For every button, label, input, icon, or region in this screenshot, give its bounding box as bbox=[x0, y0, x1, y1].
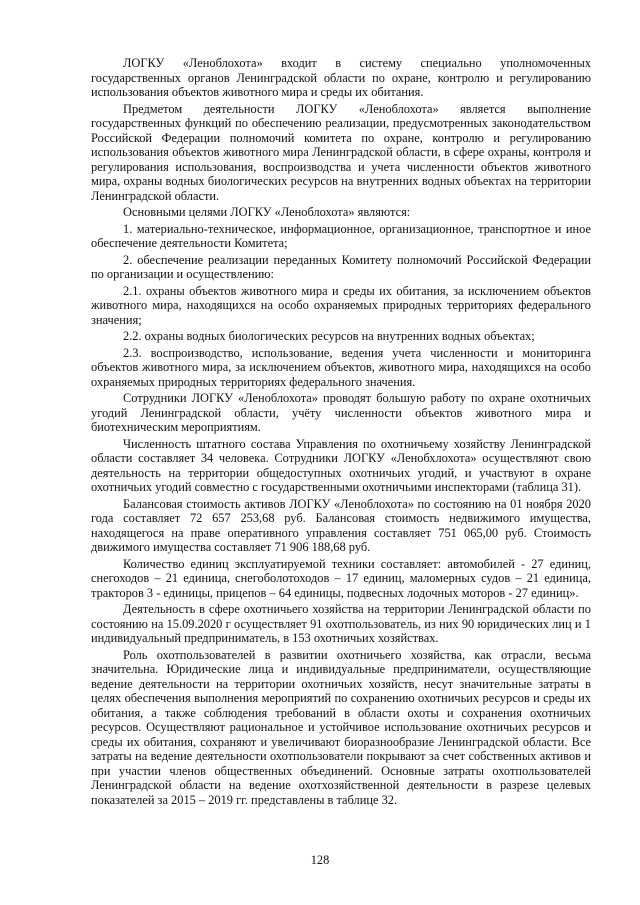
paragraph-equipment: Количество единиц эксплуатируемой техники составляет: автомобилей - 27 единиц, снегоходов – 21 единица, снегоболотоходов – 17 единиц, маломерных судов – 21 единица, тракторов 3 - единицы, прицепов – 64 единицы, подвесных лодочных моторов - 27 единиц». bbox=[91, 556, 591, 600]
document-body bbox=[91, 56, 591, 809]
paragraph-goals-heading: Основными целями ЛОГКУ «Леноблохота» являются: bbox=[123, 205, 411, 219]
paragraph-goal-2-2: 2.2. охраны водных биологических ресурсов на внутренних водных объектах; bbox=[123, 329, 535, 343]
paragraph-goal-2-3: 2.3. воспроизводство, использование, ведения учета численности и мониторинга объектов животного мира, за исключением объектов, животного мира, находящихся на особо охраняемых природных территориях федерального значения. bbox=[91, 345, 591, 389]
page-number: 128 bbox=[310, 853, 330, 867]
paragraph-staff-count: Численность штатного состава Управления по охотничьему хозяйству Ленинградской области составляет 34 человека. Сотрудники ЛОГКУ «Ленобхлохота» осуществляют свою деятельность на территории общедоступных охотничьих угодий, и участвуют в охране охотничьих угодий совместно с государственными охотничьими инспекторами (таблица 31). bbox=[91, 436, 591, 494]
paragraph-goal-1: 1. материально-техническое, информационное, организационное, транспортное и иное обеспечение деятельности Комитета; bbox=[91, 221, 591, 250]
paragraph-intro: ЛОГКУ «Леноблохота» входит в систему специально уполномоченных государственных органов Ленинградской области по охране, контролю и регулированию использования объектов животного мира и среды их обитания. bbox=[91, 56, 591, 99]
paragraph-goal-2: 2. обеспечение реализации переданных Комитету полномочий Российской Федерации по организации и осуществлению: bbox=[91, 252, 591, 281]
paragraph-goal-2-1: 2.1. охраны объектов животного мира и среды их обитания, за исключением объектов животного мира, находящихся на особо охраняемых природных территориях федерального значения; bbox=[91, 283, 591, 327]
paragraph-staff-work: Сотрудники ЛОГКУ «Леноблохота» проводят большую работу по охране охотничьих угодий Ленинградской области, учёту численности объектов животного мира и биотехническим мероприятиям. bbox=[91, 391, 591, 434]
paragraph-hunting-users: Деятельность в сфере охотничьего хозяйства на территории Ленинградской области по состоянию на 15.09.2020 г осуществляет 91 охотпользователь, из них 90 юридических лиц и 1 индивидуальный предприниматель, в 153 охотничьих хозяйствах. bbox=[91, 602, 591, 645]
paragraph-subject: Предметом деятельности ЛОГКУ «Леноблохота» является выполнение государственных функций по обеспечению реализации, предусмотренных законодательством Российской Федерации полномочий комитета по охране, контролю и регулированию использования объектов животного мира Ленинградской области, в сфере охраны, контроля и регулирования использования, воспроизводства и учета численности объектов животного мира, охраны водных биологических ресурсов на внутренних водных объектах на территории Ленинградской области. bbox=[91, 101, 591, 203]
paragraph-role: Роль охотпользователей в развитии охотничьего хозяйства, как отрасли, весьма значительна. Юридические лица и индивидуальные предприниматели, осуществляющие ведение деятельности на территории охотничьих хозяйств, несут значительные затраты в целях обеспечения выполнения мероприятий по сохранению охотничьих ресурсов и среды их обитания, а также соблюдения требований в области охоты и сохранения охотничьих ресурсов. Осуществляют рациональное и устойчивое использование охотничьих ресурсов и среды их обитания, сохраняют и увеличивают биоразнообразие Ленинградской области. Все затраты на ведение деятельности охотпользователи покрывают за счет собственных активов и при участии членов общественных объединений. Основные затраты охотпользователей Ленинградской области на ведение охотхозяйственной деятельности в разрезе целевых показателей за 2015 – 2019 гг. представлены в таблице 32. bbox=[91, 647, 591, 807]
paragraph-balance: Балансовая стоимость активов ЛОГКУ «Леноблохота» по состоянию на 01 ноября 2020 года составляет 72 657 253,68 руб. Балансовая стоимость недвижимого имущества, находящегося на праве оперативного управления составляет 751 065,00 руб. Стоимость движимого имущества составляет 71 906 188,68 руб. bbox=[91, 496, 591, 554]
